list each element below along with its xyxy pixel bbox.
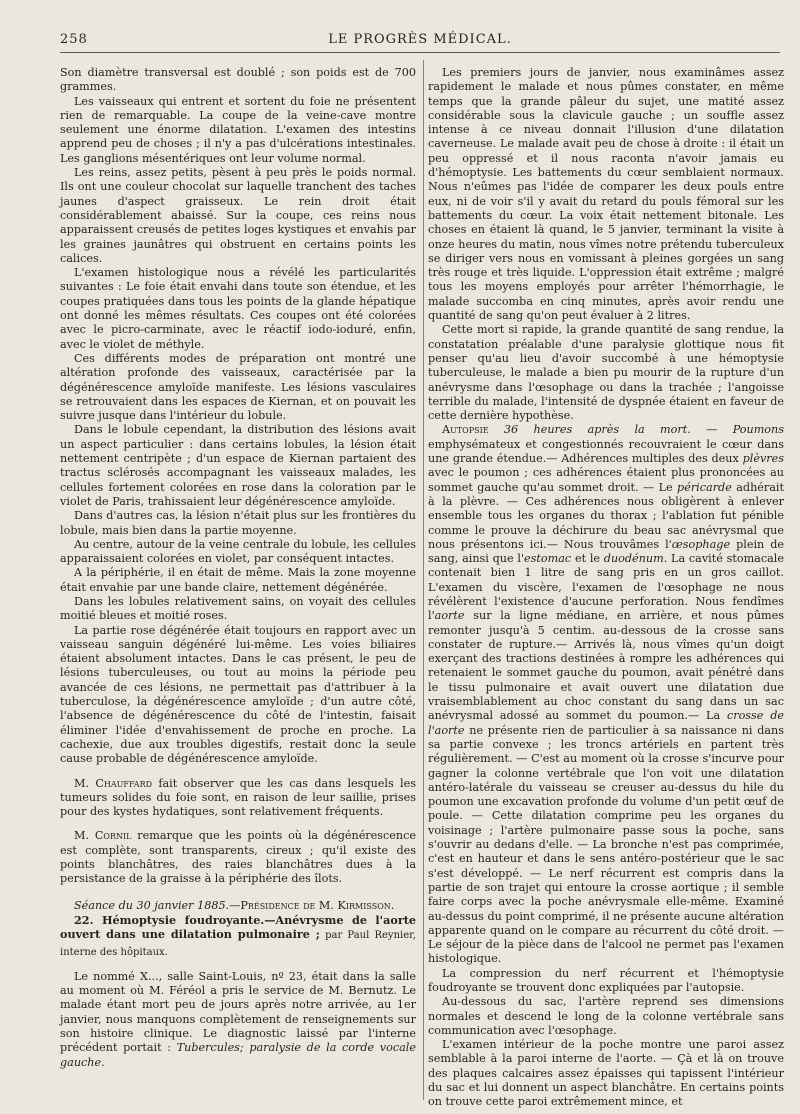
right-column bbox=[428, 66, 784, 1109]
text-run: — bbox=[690, 423, 733, 437]
session-heading bbox=[60, 899, 416, 913]
paragraph bbox=[60, 970, 416, 1070]
paragraph: Dans d'autres cas, la lésion n'était plus sur les frontières du lobule, mais bien dans la partie moyenne. bbox=[60, 509, 416, 537]
left-column bbox=[60, 66, 416, 1096]
page-number: 258 bbox=[60, 32, 88, 47]
paragraph: Au centre, autour de la veine centrale du lobule, les cellules apparaissaient colorées en violet, par conséquent intactes. bbox=[60, 537, 416, 566]
paragraph-chauffard bbox=[60, 777, 416, 820]
column-divider bbox=[423, 60, 424, 1100]
paragraph: A la périphérie, il en était de même. Mais la zone moyenne était envahie par une bande claire, nettement dégénérée. bbox=[60, 566, 416, 594]
paragraph: L'examen intérieur de la poche montre une paroi assez semblable à la paroi interne de l'aorte. — Çà et là on trouve des plaques calcaires assez épaisses qui tapissent l'intérieur du sac et lui donnent un aspect blanchâtre. En certains points on trouve cette paroi extrêmement mince, et bbox=[428, 1038, 784, 1109]
text-run: . La cavité stomacale contenait bien 1 litre de sang pris en un gros caillot. L'examen du viscère, l'examen de l'œsophage ne nous révélèrent l'existence d'aucune perforation. Nous fendîmes l' bbox=[428, 552, 784, 623]
italic-run: péricarde bbox=[677, 480, 732, 494]
article-number: 22. bbox=[74, 912, 94, 927]
italic-run: estomac bbox=[524, 552, 572, 566]
text-run: sur la ligne médiane, en arrière, et nous pûmes remonter jusqu'à 5 centim. au-dessous de la crosse sans constater de rupture.— Arrivés là, nous vîmes qu'un doigt exerçant des tractions destinées à rompre les adhérences qui retenaient le sommet gauche du poumon, avait pénétré dans le tissu pulmonaire et avait ouvert une dilatation due vraisemblablement au choc constant du sang dans un sac anévrysmal adossé au sommet du poumon.— La bbox=[428, 609, 784, 723]
paragraph: L'examen histologique nous a révélé les particularités suivantes : Le foie était envahi dans toute son étendue, et les coupes pratiquées dans tous les points de la glande hépatique ont donné les mêmes résultats. Ces coupes ont été colorées avec le picro-carminate, avec le réactif iodo-ioduré, enfin, avec le violet de méthyle. bbox=[60, 266, 416, 351]
diagnosis-text: Tubercules; paralysie de la corde vocale gauche. bbox=[60, 1041, 416, 1069]
italic-run: crosse de l'aorte bbox=[428, 709, 784, 737]
paragraph: Dans les lobules relativement sains, on voyait des cellules moitié bleues et moitié roses. bbox=[60, 594, 416, 623]
italic-run: aorte bbox=[434, 609, 465, 623]
paragraph: La partie rose dégénérée était toujours en rapport avec un vaisseau sanguin dégénéré lui-même. Les voies biliaires étaient absolument intactes. Dans le cas présent, le peu de lésions tuberculeuses, ou tout au moins la période peu avancée de ces lésions, ne permettait pas d'attribuer à la tuberculose, la dégénérescence amyloïde ; d'un autre côté, l'absence de dégénérescence du côté de l'intestin, faisait éliminer l'idée d'envahissement de proche en proche. La cachexie, due aux troubles digestifs, restait donc la seule cause probable de dégénérescence amyloïde. bbox=[60, 623, 416, 766]
paragraph-cornil bbox=[60, 829, 416, 886]
paragraph: Les reins, assez petits, pèsent à peu près le poids normal. Ils ont une couleur chocolat sur laquelle tranchent des taches jaunes d'aspect graisseux. Le rein droit était considérablement abaissé. Sur la coupe, ces reins nous apparaissent creusés de petites loges kystiques et envahis par les graines jaunâtres qui obstruent en certains points les calices. bbox=[60, 166, 416, 265]
paragraph: Cette mort si rapide, la grande quantité de sang rendue, la constatation préalable d'une paralysie glottique nous fit penser qu'au lieu d'avoir succombé à une hémoptysie tuberculeuse, le malade a bien pu mourir de la rupture d'un anévrysme dans l'œsophage ou dans la trachée ; l'angoisse terrible du malade, l'intensité de dyspnée étaient en faveur de cette dernière hypothèse. bbox=[428, 323, 784, 423]
session-president: —Présidence de M. Kirmisson. bbox=[229, 898, 395, 912]
text-run: adhérait à la plèvre. — Ces adhérences nous obligèrent à enlever ensemble tous les organes du thorax ; l'ablation fut pénible comme le prouve la déchirure du beau sac anévrysmal que nous présentons ici.— Nous trouvâmes l' bbox=[428, 480, 784, 551]
section-gap bbox=[60, 887, 416, 899]
autopsy-label: Autopsie bbox=[442, 423, 489, 437]
article-title bbox=[60, 913, 416, 960]
text-run: plein de sang, ainsi que l' bbox=[428, 537, 784, 566]
article-byline: par Paul Reynier, interne des hôpitaux. bbox=[60, 930, 416, 958]
autopsy-paragraph bbox=[428, 423, 784, 966]
paragraph: Au-dessous du sac, l'artère reprend ses dimensions normales et descend le long de la colonne vertébrale sans communication avec l'œsophage. bbox=[428, 995, 784, 1037]
paragraph: Dans le lobule cependant, la distribution des lésions avait un aspect particulier : dans certains lobules, la lésion était nettement centripète ; d'un espace de Kiernan partaient des tractus sclérosés accompagnant les vaisseaux malades, les cellules fortement colorées en rose dans la coloration par le violet de Paris, trahissaient leur dégénérescence amyloïde. bbox=[60, 423, 416, 508]
text-run: ne présente rien de particulier à sa naissance ni dans sa partie convexe ; les troncs artériels en partent très régulièrement. — C'est au moment où la crosse s'incurve pour gagner la colonne vertébrale que l'on voit une dilatation antéro-latérale du vaisseau se creuser au-dessus du hile du poumon une excavation profonde du volume d'un petit œuf de poule. — Cette dilatation comprime peu les organes du voisinage ; l'artère pulmonaire passe sous la poche, sans s'ouvrir au dedans d'elle. — La bronche n'est pas comprimée, c'est en hauteur et dans le sens antéro-postérieur que le sac s'est développé. — Le nerf récurrent est compris dans la partie de son trajet qui entoure la crosse aortique ; il semble faire corps avec la poche anévrysmale elle-même. Examiné au-dessus du point comprimé, il ne présente aucune altération apparente quand on le compare au récurrent du côté droit. — Le séjour de la pièce dans de l'alcool ne permet pas l'examen histologique. bbox=[428, 723, 784, 966]
paragraph: Les vaisseaux qui entrent et sortent du foie ne présentent rien de remarquable. La coupe de la veine-cave montre seulement une énorme dilatation. L'examen des intestins apprend peu de choses ; il n'y a pas d'ulcérations intestinales. Les ganglions mésentériques ont leur volume normal. bbox=[60, 94, 416, 165]
running-header bbox=[60, 30, 780, 53]
article-title-text: Hémoptysie foudroyante.—Anévrysme de l'aorte ouvert dans une dilatation pulmonaire ; bbox=[60, 912, 416, 942]
speaker-name: M. Cornil bbox=[74, 829, 132, 843]
paragraph-text: Le nommé X..., salle Saint-Louis, nº 23, était dans la salle au moment où M. Féréol a pris le service de M. Bernutz. Le malade étant mort peu de jours après notre arrivée, au 1er janvier, nous manquons complètement de renseignements sur son histoire clinique. Le diagnostic laissé par l'interne précédent portait : bbox=[60, 969, 416, 1055]
paragraph: Les premiers jours de janvier, nous examinâmes assez rapidement le malade et nous pûmes constater, en même temps que la grande pâleur du sujet, une matité assez considérable sous la clavicule gauche ; un souffle assez intense à ce niveau donnait l'illusion d'une dilatation caverneuse. Le malade avait peu de chose à droite : il était un peu oppressé et il nous raconta n'avoir jamais eu d'hémoptysie. Les battements du cœur semblaient normaux. Nous n'eûmes pas l'idée de comparer les deux pouls entre eux, ni de voir s'il y avait du retard du pouls fémoral sur les battements du cœur. La voix était nettement bitonale. Les choses en étaient là quand, le 5 janvier, terminant la visite à onze heures du matin, nous vîmes notre prétendu tuberculeux se diriger vers nous en vomissant à pleines gorgées un sang très rouge et très liquide. L'oppression était extrême ; malgré tous les moyens employés pour arrêter l'hémorrhagie, le malade succomba en cinq minutes, après avoir rendu une quantité de sang qu'on peut évaluer à 2 litres. bbox=[428, 66, 784, 323]
paragraph: Ces différents modes de préparation ont montré une altération profonde des vaisseaux, caractérisée par la dégénérescence amyloïde manifeste. Les lésions vasculaires se retrouvaient dans les espaces de Kiernan, et on pouvait les suivre jusque dans l'intérieur du lobule. bbox=[60, 351, 416, 423]
running-title: LE PROGRÈS MÉDICAL. bbox=[328, 32, 512, 47]
italic-run: duodénum bbox=[603, 552, 664, 566]
paragraph-text: remarque que les points où la dégénérescence est complète, sont transparents, cireux ; qu'il existe des points blanchâtres, des raies blanchâtres dues à la persistance de la graisse à la périphérie des îlots. bbox=[60, 829, 416, 886]
text-run: et le bbox=[571, 552, 604, 566]
paragraph: Son diamètre transversal est doublé ; son poids est de 700 grammes. bbox=[60, 66, 416, 94]
italic-run: 36 heures après la mort. bbox=[488, 423, 691, 437]
text-run: emphysémateux et congestionnés recouvraient le cœur dans une grande étendue.— Adhérences multiples des deux bbox=[428, 437, 784, 466]
text-run: avec le poumon ; ces adhérences étaient plus prononcées au sommet gauche qu'au sommet droit. — Le bbox=[428, 466, 784, 494]
italic-run: œsophage bbox=[671, 537, 731, 551]
paragraph-text: fait observer que les cas dans lesquels les tumeurs solides du foie sont, en raison de leur saillie, prises pour des kystes hydatiques, sont relativement fréquents. bbox=[60, 776, 416, 819]
italic-run: plèvres bbox=[742, 452, 784, 466]
speaker-name: M. Chauffard bbox=[74, 776, 153, 790]
session-date: Séance du 30 janvier 1885. bbox=[74, 898, 230, 912]
paragraph: La compression du nerf récurrent et l'hémoptysie foudroyante se trouvent donc expliquées par l'autopsie. bbox=[428, 966, 784, 994]
italic-run: Poumons bbox=[732, 423, 784, 437]
